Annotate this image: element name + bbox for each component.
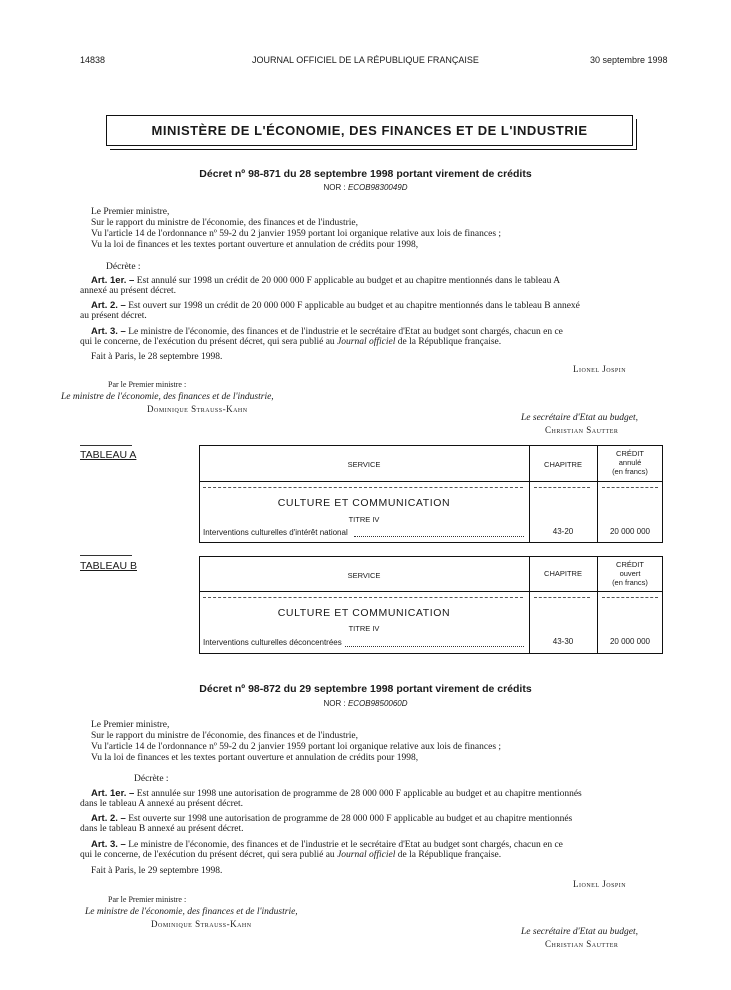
decree1-art3-line1: Art. 3. – Le ministre de l'économie, des finances et de l'industrie et le secrétaire d'Etat au budget sont chargés, chacun en ce <box>91 326 563 337</box>
tableau-a-dash-1 <box>203 487 523 488</box>
decree2-art1-line2: dans le tableau A annexé au présent décret. <box>80 799 244 809</box>
decree2-nor: NOR : ECOB9850060D <box>323 699 408 708</box>
page-number: 14838 <box>80 55 106 65</box>
decree2-art2-line2: dans le tableau B annexé au présent décret. <box>80 824 244 834</box>
tableau-a-header-rule <box>199 481 663 482</box>
decree1-art1-line1: Art. 1er. – Est annulé sur 1998 un crédit de 20 000 000 F applicable au budget et au chapitre mentionnés dans le tableau A <box>91 275 561 286</box>
tableau-a-row-credit: 20 000 000 <box>609 527 651 536</box>
decree2-signer-pm: Lionel Jospin <box>573 879 627 889</box>
decree1-preamble-3: Vu l'article 14 de l'ordonnance nº 59-2 du 2 janvier 1959 portant loi organique relative aux lois de finances ; <box>91 229 502 239</box>
decree1-preamble-4: Vu la loi de finances et les textes portant ouverture et annulation de crédits pour 1998, <box>91 240 419 250</box>
tableau-b-col-chapitre: CHAPITRE <box>544 569 582 578</box>
decree1-fait: Fait à Paris, le 28 septembre 1998. <box>91 352 223 362</box>
decree1-minister-name: Dominique Strauss-Kahn <box>147 404 248 414</box>
decree1-minister-title: Le ministre de l'économie, des finances et de l'industrie, <box>61 392 274 402</box>
tableau-a-rule <box>80 445 132 446</box>
decree1-preamble-1: Le Premier ministre, <box>91 207 170 217</box>
decree1-art3-line2: qui le concerne, de l'exécution du présent décret, qui sera publié au Journal officiel de la République française. <box>80 337 502 347</box>
decree2-minister-name: Dominique Strauss-Kahn <box>151 919 252 929</box>
tableau-a-col-credit-3: (en francs) <box>612 467 648 476</box>
tableau-a-label: TABLEAU A <box>80 449 137 461</box>
decree2-art2-line1: Art. 2. – Est ouverte sur 1998 une autorisation de programme de 28 000 000 F applicable au budget et au chapitre mentionnés <box>91 813 573 824</box>
tableau-b-rule <box>80 555 132 556</box>
decree2-preamble-2: Sur le rapport du ministre de l'économie, des finances et de l'industrie, <box>91 731 358 741</box>
decree1-secretary-name: Christian Sautter <box>545 425 619 435</box>
tableau-b-row-chapitre: 43-30 <box>552 637 574 646</box>
tableau-a-col-chapitre: CHAPITRE <box>544 460 582 469</box>
decree1-decrete: Décrète : <box>106 262 141 272</box>
decree1-nor: NOR : ECOB9830049D <box>323 183 408 192</box>
tableau-a-col-credit-2: annulé <box>618 458 642 467</box>
tableau-b-titre: TITRE IV <box>348 624 380 633</box>
decree2-preamble-4: Vu la loi de finances et les textes portant ouverture et annulation de crédits pour 1998, <box>91 753 419 763</box>
decree1-title: Décret nº 98-871 du 28 septembre 1998 portant virement de crédits <box>199 168 532 180</box>
decree2-minister-title: Le ministre de l'économie, des finances et de l'industrie, <box>85 907 298 917</box>
tableau-a-col-service: SERVICE <box>347 460 381 469</box>
decree1-art2-line1: Art. 2. – Est ouvert sur 1998 un crédit de 20 000 000 F applicable au budget et au chapitre mentionnés dans le tableau B annexé <box>91 300 580 311</box>
tableau-a-dash-3 <box>602 487 658 488</box>
tableau-b-col-credit-2: ouvert <box>619 569 641 578</box>
tableau-a-titre: TITRE IV <box>348 515 380 524</box>
issue-date: 30 septembre 1998 <box>590 55 668 65</box>
ministry-title: MINISTÈRE DE L'ÉCONOMIE, DES FINANCES ET DE L'INDUSTRIE <box>151 123 588 138</box>
tableau-b-dash-1 <box>203 597 523 598</box>
tableau-b-row-leader <box>345 646 524 647</box>
decree2-par-pm: Par le Premier ministre : <box>108 895 187 904</box>
tableau-b-col-credit-1: CRÉDIT <box>616 560 644 569</box>
decree2-secretary-title: Le secrétaire d'Etat au budget, <box>521 927 638 937</box>
decree1-par-pm: Par le Premier ministre : <box>108 380 187 389</box>
decree1-signer-pm: Lionel Jospin <box>573 364 627 374</box>
tableau-b-row-credit: 20 000 000 <box>609 637 651 646</box>
decree1-secretary-title: Le secrétaire d'Etat au budget, <box>521 413 638 423</box>
decree1-art2-line2: au présent décret. <box>80 311 147 321</box>
decree2-preamble-3: Vu l'article 14 de l'ordonnance nº 59-2 du 2 janvier 1959 portant loi organique relative aux lois de finances ; <box>91 742 502 752</box>
tableau-b-label: TABLEAU B <box>80 560 137 572</box>
tableau-b-dash-3 <box>602 597 658 598</box>
decree2-art1-line1: Art. 1er. – Est annulée sur 1998 une autorisation de programme de 28 000 000 F applicable au budget et au chapitre mentionnés <box>91 788 582 799</box>
tableau-a-row-label: Interventions culturelles d'intérêt national <box>203 528 348 537</box>
tableau-a-row-chapitre: 43-20 <box>552 527 574 536</box>
decree2-secretary-name: Christian Sautter <box>545 939 619 949</box>
tableau-a-col-credit-1: CRÉDIT <box>616 449 644 458</box>
decree2-fait: Fait à Paris, le 29 septembre 1998. <box>91 866 223 876</box>
tableau-b-section: CULTURE ET COMMUNICATION <box>277 607 451 619</box>
tableau-b-header-rule <box>199 591 663 592</box>
tableau-a-row-leader <box>354 536 524 537</box>
decree2-decrete: Décrète : <box>134 774 169 784</box>
decree1-art1-line2: annexé au présent décret. <box>80 286 177 296</box>
decree2-preamble-1: Le Premier ministre, <box>91 720 170 730</box>
tableau-b-col-service: SERVICE <box>347 571 381 580</box>
journal-title: JOURNAL OFFICIEL DE LA RÉPUBLIQUE FRANÇAISE <box>252 55 479 65</box>
tableau-a-section: CULTURE ET COMMUNICATION <box>277 497 451 509</box>
decree1-preamble-2: Sur le rapport du ministre de l'économie, des finances et de l'industrie, <box>91 218 358 228</box>
tableau-b-col-credit-3: (en francs) <box>612 578 648 587</box>
decree2-title: Décret nº 98-872 du 29 septembre 1998 portant virement de crédits <box>199 683 532 695</box>
tableau-b-dash-2 <box>534 597 590 598</box>
tableau-b-row-label: Interventions culturelles déconcentrées <box>203 638 342 647</box>
decree2-art3-line2: qui le concerne, de l'exécution du présent décret, qui sera publié au Journal officiel de la République française. <box>80 850 502 860</box>
decree2-art3-line1: Art. 3. – Le ministre de l'économie, des finances et de l'industrie et le secrétaire d'Etat au budget sont chargés, chacun en ce <box>91 839 563 850</box>
tableau-a-dash-2 <box>534 487 590 488</box>
